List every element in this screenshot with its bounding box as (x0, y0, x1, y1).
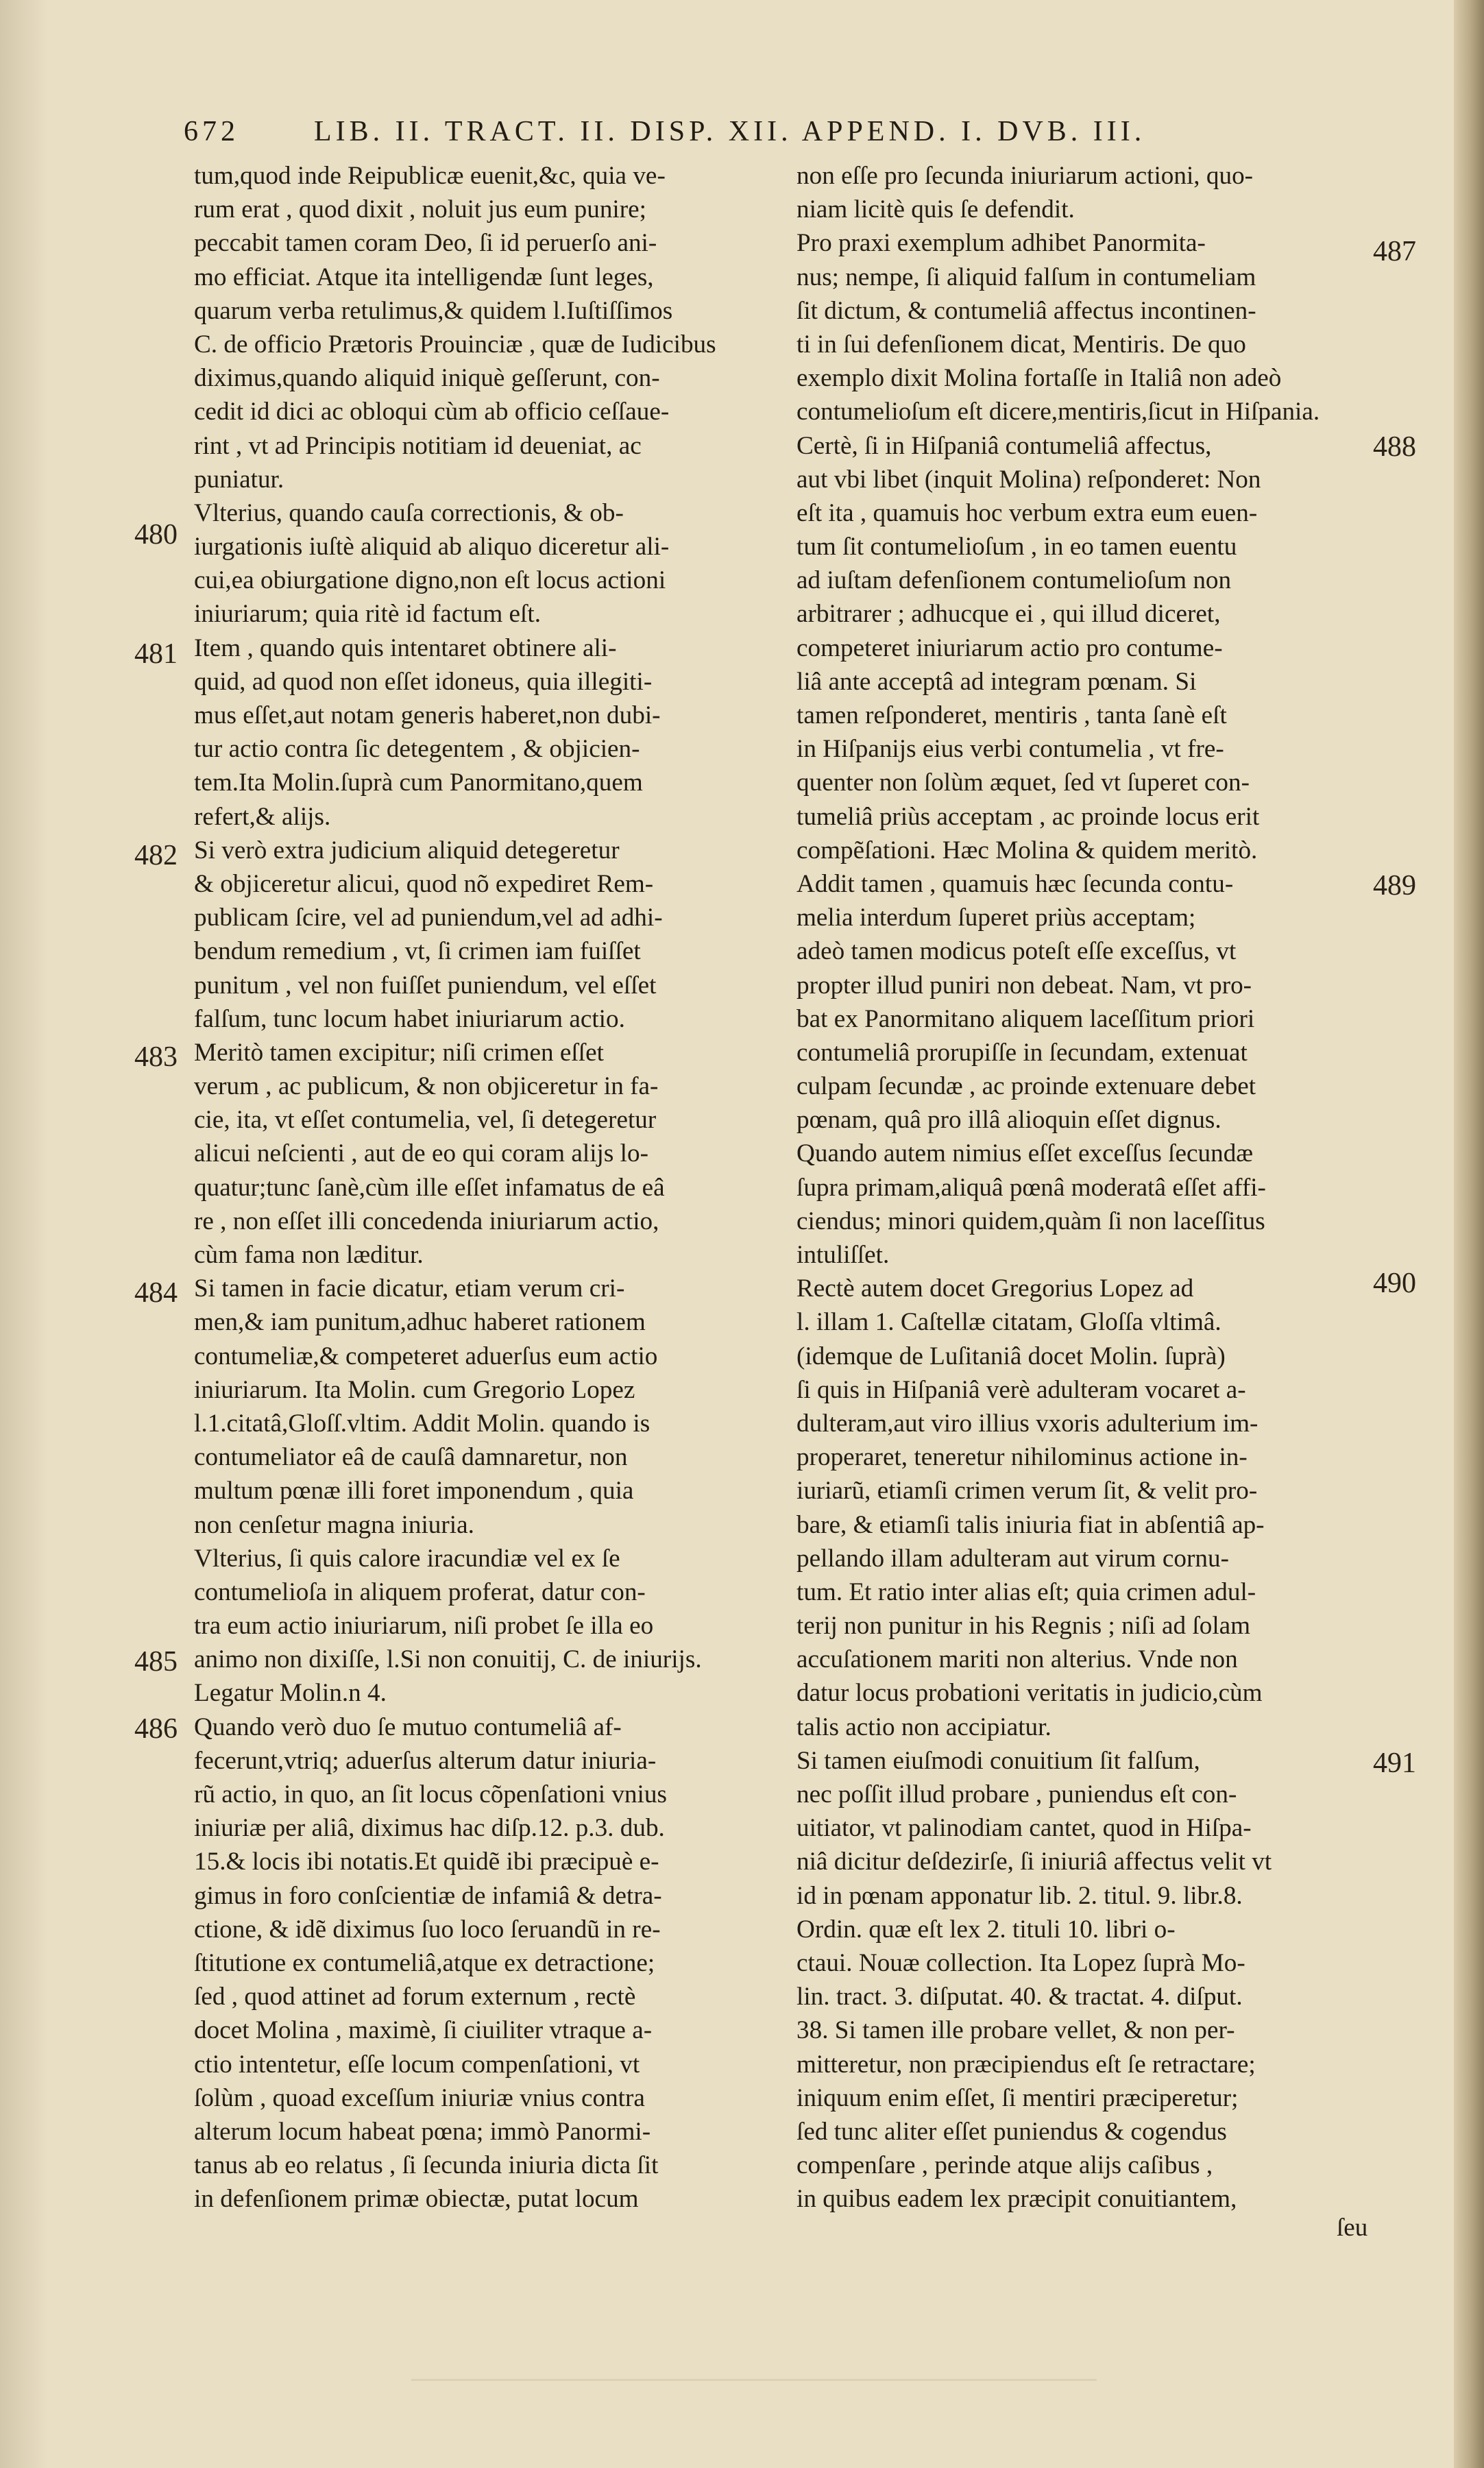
text-line: C. de officio Prætoris Prouinciæ , quæ de Iudicibus (194, 330, 716, 359)
text-line: iniuriarum. Ita Molin. cum Gregorio Lopez (194, 1375, 635, 1404)
text-line: mus eſſet,aut notam generis haberet,non dubi- (194, 701, 661, 729)
text-line: quid, ad quod non eſſet idoneus, quia illegiti- (194, 667, 653, 696)
text-line: propter illud puniri non debeat. Nam, vt pro- (796, 971, 1252, 1000)
text-line: Si tamen in facie dicatur, etiam verum cri- (194, 1274, 625, 1303)
text-line: cedit id dici ac obloqui cùm ab officio ceſſaue- (194, 398, 670, 426)
text-line: iurgationis iuſtè aliquid ab aliquo diceretur ali- (194, 533, 670, 561)
text-line: cie, ita, vt eſſet contumelia, vel, ſi detegeretur (194, 1106, 657, 1135)
running-head: LIB. II. TRACT. II. DISP. XII. APPEND. I. DVB. III. (314, 116, 1146, 147)
text-line: animo non dixiſſe, l.Si non conuitij, C. de iniurijs. (194, 1645, 702, 1674)
text-line: exemplo dixit Molina fortaſſe in Italiâ non adeò (796, 364, 1282, 393)
text-line: quenter non ſolùm æquet, ſed vt ſuperet con- (796, 769, 1250, 797)
text-line: liâ ante acceptâ ad integram pœnam. Si (796, 667, 1197, 696)
text-line: contumelioſum eſt dicere,mentiris,ſicut in Hiſpania. (796, 398, 1320, 426)
text-line: Pro praxi exemplum adhibet Panormita- (796, 229, 1206, 258)
text-line: ſed , quod attinet ad forum externum , rectè (194, 1983, 636, 2011)
text-line: tem.Ita Molin.ſuprà cum Panormitano,quem (194, 769, 643, 797)
text-line: Rectè autem docet Gregorius Lopez ad (796, 1274, 1194, 1303)
margin-paragraph-number: 482 (134, 840, 178, 871)
text-line: non cenſetur magna iniuria. (194, 1510, 474, 1539)
text-line: accuſationem mariti non alterius. Vnde non (796, 1645, 1238, 1674)
text-line: non eſſe pro ſecunda iniuriarum actioni, quo- (796, 162, 1254, 190)
text-line: Addit tamen , quamuis hæc ſecunda contu- (796, 869, 1234, 898)
text-line: verum , ac publicum, & non objiceretur in fa- (194, 1072, 659, 1101)
margin-paragraph-number: 487 (1373, 236, 1416, 267)
text-line: arbitrarer ; adhucque ei , qui illud diceret, (796, 600, 1221, 629)
text-line: pellando illam adulteram aut virum cornu- (796, 1544, 1229, 1573)
text-line: bat ex Panormitano aliquem laceſſitum priori (796, 1004, 1255, 1033)
margin-paragraph-number: 488 (1373, 431, 1416, 463)
text-line: iniuriæ per aliâ, diximus hac diſp.12. p.3. dub. (194, 1814, 665, 1843)
text-line: alterum locum habeat pœna; immò Panormi- (194, 2117, 651, 2146)
text-line: fecerunt,vtriq; aduerſus alterum datur iniuria- (194, 1746, 657, 1775)
text-line: men,& iam punitum,adhuc haberet rationem (194, 1308, 646, 1337)
text-line: niam licitè quis ſe defendit. (796, 195, 1075, 224)
text-line: ſi quis in Hiſpaniâ verè adulteram vocaret a- (796, 1375, 1246, 1404)
text-line: tanus ab eo relatus , ſi ſecunda iniuria dicta ſit (194, 2151, 659, 2180)
text-line: tum,quod inde Reipublicæ euenit,&c, quia ve- (194, 162, 666, 190)
text-line: multum pœnæ illi foret imponendum , quia (194, 1477, 634, 1505)
text-line: tum. Et ratio inter alias eſt; quia crimen adul- (796, 1577, 1256, 1606)
text-line: nus; nempe, ſi aliquid falſum in contumeliam (796, 263, 1256, 291)
text-line: datur locus probationi veritatis in judicio,cùm (796, 1679, 1263, 1708)
text-line: nec poſſit illud probare , puniendus eſt con- (796, 1780, 1237, 1808)
text-line: diximus,quando aliquid iniquè geſſerunt, con- (194, 364, 660, 393)
text-line: rũ actio, in quo, an ſit locus cõpenſationi vnius (194, 1780, 667, 1808)
text-line: Si verò extra judicium aliquid detegeretur (194, 836, 620, 864)
text-line: ctaui. Nouæ collection. Ita Lopez ſuprà Mo- (796, 1948, 1245, 1977)
text-line: Vlterius, ſi quis calore iracundiæ vel ex ſe (194, 1544, 620, 1573)
bleed-through-mark (411, 2379, 1097, 2381)
text-line: lin. tract. 3. diſputat. 40. & tractat. 4. diſput. (796, 1983, 1243, 2011)
text-line: puniatur. (194, 465, 284, 494)
text-line: talis actio non accipiatur. (796, 1713, 1051, 1741)
text-line: culpam ſecundæ , ac proinde extenuare debet (796, 1072, 1256, 1101)
text-line: punitum , vel non fuiſſet puniendum, vel eſſet (194, 971, 657, 1000)
text-line: aut vbi libet (inquit Molina) reſponderet: Non (796, 465, 1261, 494)
text-line: rint , vt ad Principis notitiam id deueniat, ac (194, 431, 642, 460)
text-line: Quando verò duo ſe mutuo contumeliâ af- (194, 1713, 622, 1741)
text-line: quatur;tunc ſanè,cùm ille eſſet infamatus de eâ (194, 1173, 665, 1202)
text-line: contumeliæ,& competeret aduerſus eum actio (194, 1342, 658, 1370)
text-line: eſt ita , quamuis hoc verbum extra eum euen- (796, 498, 1258, 527)
margin-paragraph-number: 481 (134, 638, 178, 670)
page-edge (1454, 0, 1484, 2468)
text-line: properaret, teneretur nihilominus actione in- (796, 1443, 1248, 1472)
text-line: Meritò tamen excipitur; niſi crimen eſſet (194, 1038, 604, 1067)
text-line: mo efficiat. Atque ita intelligendæ ſunt leges, (194, 263, 654, 291)
text-line: bare, & etiamſi talis iniuria fiat in abſentiâ ap- (796, 1510, 1265, 1539)
margin-paragraph-number: 490 (1373, 1268, 1416, 1299)
text-line: melia interdum ſuperet priùs acceptam; (796, 904, 1196, 932)
text-line: cui,ea obiurgatione digno,non eſt locus actioni (194, 566, 666, 595)
text-line: ſolùm , quoad exceſſum iniuriæ vnius contra (194, 2083, 645, 2112)
text-line: tur actio contra ſic detegentem , & objicien- (194, 735, 640, 764)
left-text-column (194, 159, 789, 2216)
margin-paragraph-number: 480 (134, 519, 178, 551)
text-line: Legatur Molin.n 4. (194, 1679, 387, 1708)
text-line: alicui neſcienti , aut de eo qui coram alijs lo- (194, 1139, 648, 1168)
text-line: & objiceretur alicui, quod nõ expediret Rem- (194, 869, 654, 898)
text-line: Vlterius, quando cauſa correctionis, & ob- (194, 498, 624, 527)
text-line: mitteretur, non præcipiendus eſt ſe retractare; (796, 2050, 1256, 2079)
text-line: ſtitutione ex contumeliâ,atque ex detractione; (194, 1948, 655, 1977)
text-line: tra eum actio iniuriarum, niſi probet ſe illa eo (194, 1612, 654, 1641)
text-line: competeret iniuriarum actio pro contume- (796, 633, 1223, 662)
text-line: bendum remedium , vt, ſi crimen iam fuiſſet (194, 937, 641, 966)
text-line: tamen reſponderet, mentiris , tanta ſanè eſt (796, 701, 1227, 729)
margin-paragraph-number: 483 (134, 1041, 178, 1073)
text-line: ti in ſui defenſionem dicat, Mentiris. De quo (796, 330, 1246, 359)
text-line: intuliſſet. (796, 1241, 890, 1269)
right-text-column (796, 159, 1391, 2216)
text-line: compenſare , perinde atque alijs caſibus , (796, 2151, 1213, 2180)
text-line: contumeliator eâ de cauſâ damnaretur, non (194, 1443, 628, 1472)
text-line: dulteram,aut viro illius vxoris adulterium im- (796, 1409, 1258, 1438)
text-line: Si tamen eiuſmodi conuitium ſit falſum, (796, 1746, 1200, 1775)
text-line: in Hiſpanijs eius verbi contumelia , vt fre- (796, 735, 1224, 764)
catchword: ſeu (1337, 2214, 1368, 2242)
folio-number: 672 (184, 116, 239, 147)
text-line: contumeliâ prorupiſſe in ſecundam, extenuat (796, 1038, 1248, 1067)
text-line: terij non punitur in his Regnis ; niſi ad ſolam (796, 1612, 1251, 1641)
text-line: ſupra primam,aliquâ pœnâ moderatâ eſſet affi- (796, 1173, 1266, 1202)
text-line: in defenſionem primæ obiectæ, putat locum (194, 2185, 639, 2214)
text-line: ciendus; minori quidem,quàm ſi non laceſſitus (796, 1207, 1265, 1235)
text-line: contumelioſa in aliquem proferat, datur con- (194, 1577, 646, 1606)
text-line: in quibus eadem lex præcipit conuitiantem, (796, 2185, 1237, 2214)
text-line: peccabit tamen coram Deo, ſi id peruerſo ani- (194, 229, 657, 258)
margin-paragraph-number: 489 (1373, 870, 1416, 902)
margin-paragraph-number: 484 (134, 1277, 178, 1309)
text-line: Certè, ſi in Hiſpaniâ contumeliâ affectus, (796, 431, 1212, 460)
text-line: (idemque de Luſitaniâ docet Molin. ſuprà) (796, 1342, 1226, 1370)
text-line: ctione, & idẽ diximus ſuo loco ſeruandũ in re- (194, 1915, 661, 1944)
text-line: iniuriarum; quia ritè id factum eſt. (194, 600, 542, 629)
margin-paragraph-number: 491 (1373, 1747, 1416, 1779)
text-line: id in pœnam apponatur lib. 2. titul. 9. libr.8. (796, 1881, 1243, 1910)
text-line: iniquum enim eſſet, ſi mentiri præciperetur; (796, 2083, 1239, 2112)
text-line: iuriarũ, etiamſi crimen verum ſit, & velit pro- (796, 1477, 1258, 1505)
text-line: ſed tunc aliter eſſet puniendus & cogendus (796, 2117, 1227, 2146)
text-line: compẽſationi. Hæc Molina & quidem meritò. (796, 836, 1258, 864)
text-line: cùm fama non læditur. (194, 1241, 424, 1269)
page-header (184, 115, 1349, 156)
text-line: Ordin. quæ eſt lex 2. tituli 10. libri o- (796, 1915, 1176, 1944)
text-line: 38. Si tamen ille probare vellet, & non per- (796, 2016, 1235, 2045)
text-line: tum ſit contumelioſum , in eo tamen euentu (796, 533, 1237, 561)
margin-paragraph-number: 486 (134, 1713, 178, 1745)
text-line: ſit dictum, & contumeliâ affectus incontinen- (796, 296, 1256, 325)
text-line: uitiator, vt palinodiam cantet, quod in Hiſpa- (796, 1814, 1252, 1843)
text-line: l.1.citatâ,Gloſſ.vltim. Addit Molin. quando is (194, 1409, 650, 1438)
text-line: falſum, tunc locum habet iniuriarum actio. (194, 1004, 625, 1033)
text-line: niâ dicitur deſdezirſe, ſi iniuriâ affectus velit vt (796, 1848, 1272, 1876)
margin-paragraph-number: 485 (134, 1646, 178, 1678)
text-line: refert,& alijs. (194, 802, 331, 831)
text-line: adeò tamen modicus poteſt eſſe exceſſus, vt (796, 937, 1237, 966)
text-line: l. illam 1. Caſtellæ citatam, Gloſſa vltimâ. (796, 1308, 1221, 1337)
text-line: re , non eſſet illi concedenda iniuriarum actio, (194, 1207, 659, 1235)
text-line: docet Molina , maximè, ſi ciuiliter vtraque a- (194, 2016, 653, 2045)
text-line: tumeliâ priùs acceptam , ac proinde locus erit (796, 802, 1260, 831)
text-line: quarum verba retulimus,& quidem l.Iuſtiſſimos (194, 296, 673, 325)
text-line: pœnam, quâ pro illâ alioquin eſſet dignus. (796, 1106, 1221, 1135)
text-line: gimus in foro conſcientiæ de infamiâ & detra- (194, 1881, 662, 1910)
text-line: Quando autem nimius eſſet exceſſus ſecundæ (796, 1139, 1254, 1168)
text-line: Item , quando quis intentaret obtinere ali- (194, 633, 617, 662)
gutter-shadow (0, 0, 48, 2468)
text-line: rum erat , quod dixit , noluit jus eum punire; (194, 195, 646, 224)
text-line: ctio intentetur, eſſe locum compenſationi, vt (194, 2050, 640, 2079)
text-line: publicam ſcire, vel ad puniendum,vel ad adhi- (194, 904, 663, 932)
text-line: ad iuſtam defenſionem contumelioſum non (796, 566, 1232, 595)
text-line: 15.& locis ibi notatis.Et quidẽ ibi præcipuè e- (194, 1848, 659, 1876)
